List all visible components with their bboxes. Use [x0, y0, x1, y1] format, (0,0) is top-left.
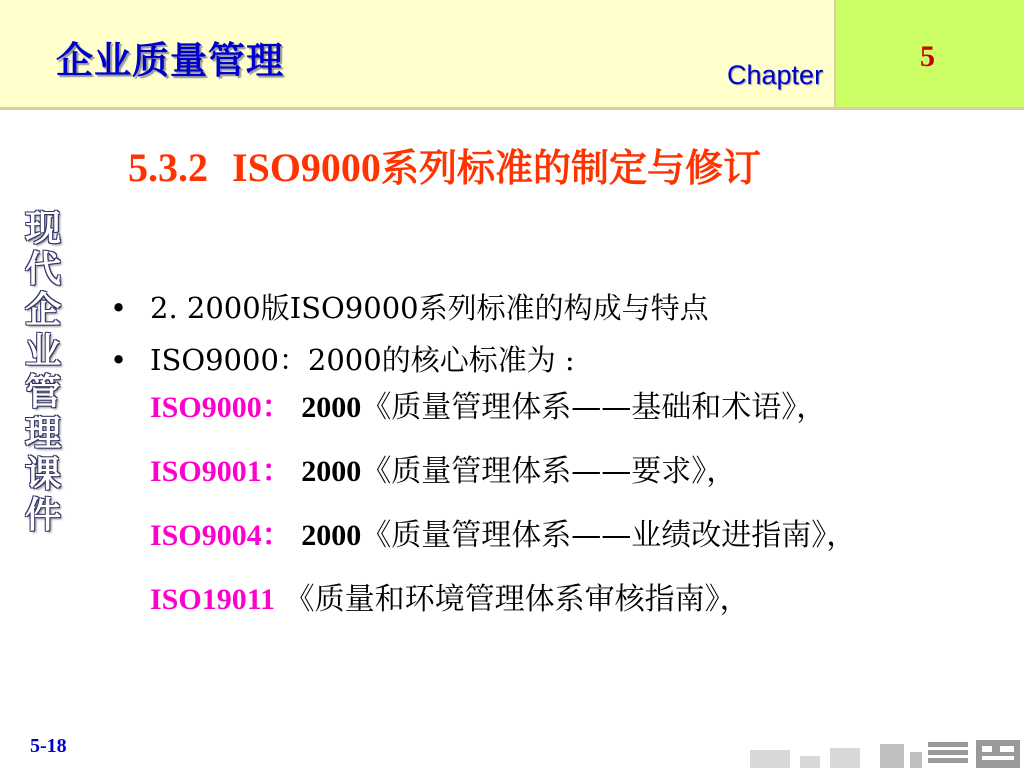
- standard-item: [110, 580, 990, 620]
- standard-description: [301, 518, 856, 553]
- standard-item: [110, 452, 990, 492]
- standard-description: [301, 390, 826, 425]
- vertical-char: 管: [24, 372, 61, 413]
- standard-code: ISO9001：: [150, 455, 292, 488]
- decorative-pattern-strip: [750, 738, 1024, 768]
- vertical-course-title: [14, 208, 72, 536]
- vertical-char: 现: [24, 208, 61, 249]
- heading-latin: ISO9000: [232, 145, 381, 190]
- standard-item: [110, 388, 990, 428]
- standard-code: ISO9004：: [150, 519, 292, 552]
- heading-chinese: 系列标准的制定与修订: [380, 146, 761, 190]
- bullet-dot-icon: •: [110, 343, 128, 377]
- standard-year: 2000: [301, 391, 362, 424]
- standard-item: [110, 516, 990, 556]
- standard-title: 《质量管理体系——要求》，: [361, 454, 737, 489]
- chapter-number: 5: [920, 40, 935, 73]
- standard-code: ISO19011: [150, 583, 276, 616]
- page-number: 5-18: [30, 735, 67, 757]
- bullet-item: [110, 340, 990, 380]
- chapter-label: Chapter: [727, 60, 824, 90]
- standard-description: [285, 582, 750, 617]
- standard-title: 《质量和环境管理体系审核指南》，: [284, 582, 750, 617]
- vertical-char: 理: [24, 413, 61, 454]
- header-divider: [834, 0, 836, 110]
- standard-year: 2000: [301, 519, 362, 552]
- vertical-char: 件: [24, 495, 61, 536]
- standard-description: [301, 454, 736, 489]
- bullet-text: ISO9000：2000的核心标准为 :: [150, 343, 575, 377]
- bullet-item: [110, 288, 990, 328]
- course-title: 企业质量管理: [56, 39, 284, 82]
- slide-heading: [128, 137, 761, 192]
- vertical-char: 业: [24, 331, 61, 372]
- header-rule: [0, 107, 1024, 110]
- standard-code: ISO9000：: [150, 391, 292, 424]
- bullet-text: 2. 2000版ISO9000系列标准的构成与特点: [150, 291, 709, 325]
- heading-number: 5.3.2: [128, 145, 208, 190]
- vertical-char: 代: [24, 249, 61, 290]
- slide-content: [110, 288, 990, 620]
- standard-title: 《质量管理体系——业绩改进指南》，: [361, 518, 857, 553]
- vertical-char: 企: [24, 290, 61, 331]
- standard-title: 《质量管理体系——基础和术语》，: [361, 390, 827, 425]
- standard-year: 2000: [301, 455, 362, 488]
- bullet-dot-icon: •: [110, 291, 128, 325]
- vertical-char: 课: [24, 454, 61, 495]
